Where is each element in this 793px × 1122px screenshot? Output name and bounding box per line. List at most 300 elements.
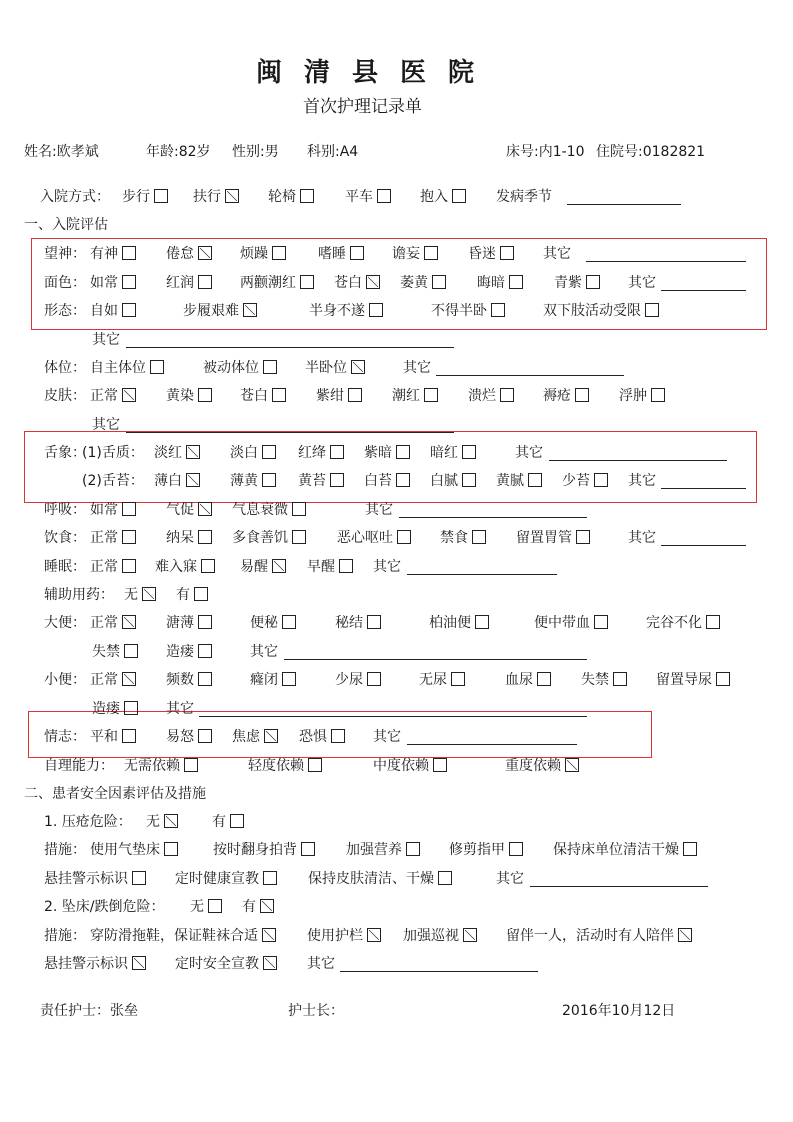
checkbox-option[interactable] <box>232 501 306 519</box>
field-label: 1. 压疮危险： <box>44 814 132 830</box>
checkbox-option[interactable] <box>298 472 344 490</box>
checkbox-icon[interactable] <box>452 189 466 203</box>
checkbox-option[interactable] <box>299 728 345 746</box>
option-label: 中度依赖 <box>373 758 429 774</box>
checkbox-option[interactable] <box>400 274 446 292</box>
checkbox-option[interactable] <box>166 671 212 689</box>
option-label: 红润 <box>166 275 194 291</box>
checkbox-option[interactable] <box>307 927 381 945</box>
checkbox-option[interactable] <box>124 586 156 604</box>
checkbox-option[interactable] <box>44 955 146 973</box>
option-label: 易怒 <box>166 729 194 745</box>
checkbox-option[interactable] <box>364 472 410 490</box>
checkbox-icon[interactable] <box>122 559 136 573</box>
fill-in-line[interactable] <box>126 418 454 433</box>
option-label: 重度依赖 <box>505 758 561 774</box>
checked-checkbox-icon[interactable] <box>463 928 477 942</box>
checkbox-icon[interactable] <box>122 502 136 516</box>
checkbox-option[interactable] <box>392 245 438 263</box>
checkbox-icon[interactable] <box>122 530 136 544</box>
option-label: 便秘 <box>250 615 278 631</box>
checkbox-icon[interactable] <box>716 672 730 686</box>
checked-checkbox-icon[interactable] <box>565 758 579 772</box>
checkbox-icon[interactable] <box>164 842 178 856</box>
checkbox-option[interactable] <box>429 614 489 632</box>
checkbox-option[interactable] <box>534 614 608 632</box>
checkbox-icon[interactable] <box>424 246 438 260</box>
checkbox-option[interactable] <box>516 529 590 547</box>
option-label: 气息衰微 <box>232 502 288 518</box>
checkbox-option[interactable] <box>90 558 136 576</box>
option-label: 血尿 <box>505 672 533 688</box>
checkbox-icon[interactable] <box>272 246 286 260</box>
checkbox-option[interactable] <box>345 188 391 206</box>
checkbox-icon[interactable] <box>201 559 215 573</box>
checkbox-option[interactable] <box>166 614 212 632</box>
checkbox-icon[interactable] <box>575 388 589 402</box>
checkbox-icon[interactable] <box>198 530 212 544</box>
checkbox-option[interactable] <box>213 841 315 859</box>
checkbox-option[interactable] <box>581 671 627 689</box>
checkbox-icon[interactable] <box>124 701 138 715</box>
checkbox-option[interactable] <box>430 472 476 490</box>
checkbox-option[interactable] <box>90 671 136 689</box>
checkbox-option[interactable] <box>166 387 212 405</box>
checkbox-option[interactable] <box>431 302 505 320</box>
checkbox-icon[interactable] <box>292 502 306 516</box>
checkbox-option[interactable] <box>90 387 136 405</box>
checkbox-icon[interactable] <box>594 473 608 487</box>
checked-checkbox-icon[interactable] <box>367 928 381 942</box>
checkbox-option[interactable] <box>268 188 314 206</box>
checkbox-option[interactable] <box>250 671 296 689</box>
checkbox-option[interactable] <box>242 898 274 916</box>
option-label: 正常 <box>90 388 118 404</box>
checkbox-icon[interactable] <box>272 388 286 402</box>
checkbox-option[interactable] <box>90 841 178 859</box>
checkbox-icon[interactable] <box>491 303 505 317</box>
field-label: (2)舌苔： <box>82 473 144 489</box>
checkbox-icon[interactable] <box>706 615 720 629</box>
checkbox-icon[interactable] <box>122 303 136 317</box>
checkbox-option[interactable] <box>308 870 452 888</box>
option-label: 柏油便 <box>429 615 471 631</box>
checked-checkbox-icon[interactable] <box>243 303 257 317</box>
checked-checkbox-icon[interactable] <box>260 899 274 913</box>
checkbox-icon[interactable] <box>198 388 212 402</box>
checkbox-icon[interactable] <box>377 189 391 203</box>
fill-in-line[interactable] <box>199 702 587 717</box>
checkbox-icon[interactable] <box>594 615 608 629</box>
checkbox-icon[interactable] <box>645 303 659 317</box>
option-label: 平和 <box>90 729 118 745</box>
checkbox-icon[interactable] <box>451 672 465 686</box>
option-label: 按时翻身拍背 <box>213 842 297 858</box>
checkbox-icon[interactable] <box>122 246 136 260</box>
checkbox-option[interactable] <box>420 188 466 206</box>
option-label: 正常 <box>90 559 118 575</box>
option-label: 造瘘 <box>166 644 194 660</box>
checkbox-option[interactable] <box>240 558 286 576</box>
checked-checkbox-icon[interactable] <box>351 360 365 374</box>
fill-in-line[interactable] <box>284 645 587 660</box>
checkbox-option[interactable] <box>619 387 665 405</box>
option-label: 禁食 <box>440 530 468 546</box>
option-label: 留置胃管 <box>516 530 572 546</box>
checkbox-icon[interactable] <box>300 189 314 203</box>
checkbox-option[interactable] <box>124 757 198 775</box>
fill-in-line[interactable] <box>126 333 454 348</box>
checkbox-option[interactable] <box>240 387 286 405</box>
checkbox-option[interactable] <box>392 387 438 405</box>
form-title: 首次护理记录单 <box>303 97 422 117</box>
option-label: 被动体位 <box>203 360 259 376</box>
checkbox-option[interactable] <box>505 757 579 775</box>
fill-in-line[interactable] <box>530 872 708 887</box>
option-label: 白苔 <box>364 473 392 489</box>
checkbox-icon[interactable] <box>330 445 344 459</box>
checkbox-icon[interactable] <box>613 672 627 686</box>
checkbox-option[interactable] <box>543 302 659 320</box>
field-label: 其它 <box>628 473 656 489</box>
option-label: 定时安全宣教 <box>175 956 259 972</box>
option-label: 烦躁 <box>240 246 268 262</box>
option-label: 青紫 <box>554 275 582 291</box>
checkbox-icon[interactable] <box>124 644 138 658</box>
checkbox-icon[interactable] <box>396 445 410 459</box>
checkbox-icon[interactable] <box>537 672 551 686</box>
checkbox-option[interactable] <box>90 274 136 292</box>
option-label: 留置导尿 <box>656 672 712 688</box>
option-label: 正常 <box>90 530 118 546</box>
option-label: 步行 <box>122 189 150 205</box>
checkbox-option[interactable] <box>335 614 381 632</box>
checkbox-option[interactable] <box>92 700 138 718</box>
option-label: 暗红 <box>430 445 458 461</box>
checkbox-icon[interactable] <box>198 275 212 289</box>
checkbox-option[interactable] <box>90 529 136 547</box>
option-label: 薄白 <box>154 473 182 489</box>
option-label: 轻度依赖 <box>248 758 304 774</box>
checkbox-option[interactable] <box>403 927 477 945</box>
checkbox-icon[interactable] <box>263 360 277 374</box>
checkbox-option[interactable] <box>449 841 523 859</box>
checkbox-icon[interactable] <box>282 615 296 629</box>
fill-in-line[interactable] <box>399 503 587 518</box>
fill-in-line[interactable] <box>340 957 538 972</box>
checked-checkbox-icon[interactable] <box>122 672 136 686</box>
option-label: 谵妄 <box>392 246 420 262</box>
checkbox-option[interactable] <box>334 274 380 292</box>
checkbox-icon[interactable] <box>396 473 410 487</box>
option-label: 使用护栏 <box>307 928 363 944</box>
checkbox-icon[interactable] <box>397 530 411 544</box>
checkbox-icon[interactable] <box>122 275 136 289</box>
option-label: 加强巡视 <box>403 928 459 944</box>
record-date: 2016年10月12日 <box>562 1003 676 1019</box>
checkbox-option[interactable] <box>166 274 212 292</box>
option-label: 苍白 <box>334 275 362 291</box>
option-label: 淡红 <box>154 445 182 461</box>
checkbox-icon[interactable] <box>424 388 438 402</box>
checked-checkbox-icon[interactable] <box>122 388 136 402</box>
checkbox-option[interactable] <box>155 558 215 576</box>
checkbox-option[interactable] <box>175 955 277 973</box>
option-label: 晦暗 <box>477 275 505 291</box>
checkbox-option[interactable] <box>230 472 276 490</box>
checkbox-icon[interactable] <box>132 871 146 885</box>
option-label: 轮椅 <box>268 189 296 205</box>
checkbox-icon[interactable] <box>683 842 697 856</box>
checkbox-icon[interactable] <box>438 871 452 885</box>
checkbox-option[interactable] <box>364 444 410 462</box>
checkbox-option[interactable] <box>166 529 212 547</box>
fill-in-line[interactable] <box>661 474 746 489</box>
checkbox-option[interactable] <box>554 274 600 292</box>
option-label: 正常 <box>90 672 118 688</box>
option-label: 保持床单位清洁干燥 <box>553 842 679 858</box>
checkbox-icon[interactable] <box>263 871 277 885</box>
patient-age: 年龄:82岁 <box>146 144 211 160</box>
checkbox-option[interactable] <box>166 245 212 263</box>
checkbox-icon[interactable] <box>198 672 212 686</box>
checked-checkbox-icon[interactable] <box>132 956 146 970</box>
checkbox-option[interactable] <box>90 728 136 746</box>
checkbox-option[interactable] <box>212 813 244 831</box>
checkbox-option[interactable] <box>175 870 277 888</box>
checkbox-option[interactable] <box>543 387 589 405</box>
checked-checkbox-icon[interactable] <box>262 928 276 942</box>
checkbox-icon[interactable] <box>500 388 514 402</box>
checkbox-icon[interactable] <box>184 758 198 772</box>
checkbox-option[interactable] <box>656 671 730 689</box>
fill-in-line[interactable] <box>586 247 746 262</box>
checked-checkbox-icon[interactable] <box>678 928 692 942</box>
checkbox-icon[interactable] <box>462 473 476 487</box>
checkbox-option[interactable] <box>90 927 276 945</box>
checkbox-option[interactable] <box>166 643 212 661</box>
option-label: 无需依赖 <box>124 758 180 774</box>
checkbox-option[interactable] <box>154 472 200 490</box>
checked-checkbox-icon[interactable] <box>122 615 136 629</box>
checkbox-option[interactable] <box>232 728 278 746</box>
checkbox-icon[interactable] <box>509 842 523 856</box>
checked-checkbox-icon[interactable] <box>366 275 380 289</box>
checkbox-icon[interactable] <box>282 672 296 686</box>
checked-checkbox-icon[interactable] <box>264 729 278 743</box>
checkbox-option[interactable] <box>146 813 178 831</box>
checkbox-option[interactable] <box>250 614 296 632</box>
checkbox-option[interactable] <box>166 501 212 519</box>
checkbox-option[interactable] <box>468 387 514 405</box>
checkbox-icon[interactable] <box>339 559 353 573</box>
checkbox-option[interactable] <box>183 302 257 320</box>
checkbox-option[interactable] <box>477 274 523 292</box>
fill-in-line[interactable] <box>407 730 577 745</box>
checkbox-icon[interactable] <box>406 842 420 856</box>
checkbox-option[interactable] <box>496 472 542 490</box>
checkbox-option[interactable] <box>305 359 365 377</box>
checked-checkbox-icon[interactable] <box>164 814 178 828</box>
option-label: 褥疮 <box>543 388 571 404</box>
checked-checkbox-icon[interactable] <box>198 502 212 516</box>
checkbox-option[interactable] <box>90 359 164 377</box>
option-label: 少尿 <box>335 672 363 688</box>
checkbox-icon[interactable] <box>528 473 542 487</box>
option-label: 多食善饥 <box>232 530 288 546</box>
option-label: 薄黄 <box>230 473 258 489</box>
checkbox-icon[interactable] <box>154 189 168 203</box>
checkbox-icon[interactable] <box>432 275 446 289</box>
option-label: 半身不遂 <box>309 303 365 319</box>
field-label: 形态： <box>44 303 86 319</box>
checkbox-option[interactable] <box>44 870 146 888</box>
checkbox-option[interactable] <box>468 245 514 263</box>
fill-in-line[interactable] <box>407 560 557 575</box>
checkbox-icon[interactable] <box>350 246 364 260</box>
checkbox-option[interactable] <box>646 614 720 632</box>
checkbox-icon[interactable] <box>230 814 244 828</box>
option-label: 正常 <box>90 615 118 631</box>
checkbox-icon[interactable] <box>651 388 665 402</box>
checked-checkbox-icon[interactable] <box>186 445 200 459</box>
field-label: 睡眠： <box>44 559 86 575</box>
option-label: 萎黄 <box>400 275 428 291</box>
checked-checkbox-icon[interactable] <box>263 956 277 970</box>
field-label: 其它 <box>373 729 401 745</box>
checkbox-option[interactable] <box>346 841 420 859</box>
checkbox-icon[interactable] <box>348 388 362 402</box>
checkbox-option[interactable] <box>90 614 136 632</box>
field-label: 其它 <box>250 644 278 660</box>
checkbox-icon[interactable] <box>300 275 314 289</box>
checkbox-icon[interactable] <box>308 758 322 772</box>
checkbox-option[interactable] <box>318 245 364 263</box>
checkbox-option[interactable] <box>203 359 277 377</box>
checkbox-option[interactable] <box>90 302 136 320</box>
option-label: 完谷不化 <box>646 615 702 631</box>
checkbox-icon[interactable] <box>509 275 523 289</box>
checkbox-icon[interactable] <box>576 530 590 544</box>
checkbox-icon[interactable] <box>198 644 212 658</box>
checkbox-option[interactable] <box>193 188 239 206</box>
head-nurse: 护士长： <box>288 1003 344 1019</box>
option-label: 如常 <box>90 275 118 291</box>
checkbox-icon[interactable] <box>198 615 212 629</box>
field-label: 舌象： <box>44 445 86 461</box>
checkbox-option[interactable] <box>335 671 381 689</box>
checkbox-option[interactable] <box>562 472 608 490</box>
checkbox-option[interactable] <box>90 501 136 519</box>
checkbox-option[interactable] <box>92 643 138 661</box>
option-label: 穿防滑拖鞋，保证鞋袜合适 <box>90 928 258 944</box>
checkbox-icon[interactable] <box>462 445 476 459</box>
field-label: 其它 <box>496 871 524 887</box>
option-label: 造瘘 <box>92 701 120 717</box>
checkbox-option[interactable] <box>506 927 692 945</box>
checked-checkbox-icon[interactable] <box>198 246 212 260</box>
checkbox-option[interactable] <box>248 757 322 775</box>
option-label: 有神 <box>90 246 118 262</box>
checkbox-option[interactable] <box>307 558 353 576</box>
fill-in-line[interactable] <box>549 446 727 461</box>
checkbox-option[interactable] <box>240 245 286 263</box>
field-label: (1)舌质： <box>82 445 144 461</box>
checkbox-icon[interactable] <box>330 473 344 487</box>
checkbox-icon[interactable] <box>292 530 306 544</box>
fill-in-line[interactable] <box>661 276 746 291</box>
checked-checkbox-icon[interactable] <box>225 189 239 203</box>
checkbox-icon[interactable] <box>367 672 381 686</box>
field-label: 体位： <box>44 360 86 376</box>
checkbox-option[interactable] <box>440 529 486 547</box>
field-label: 饮食： <box>44 530 86 546</box>
checkbox-option[interactable] <box>505 671 551 689</box>
checkbox-option[interactable] <box>553 841 697 859</box>
checkbox-option[interactable] <box>309 302 383 320</box>
checkbox-icon[interactable] <box>475 615 489 629</box>
fill-in-line[interactable] <box>567 190 681 205</box>
checkbox-option[interactable] <box>154 444 200 462</box>
option-label: 无 <box>124 587 138 603</box>
checkbox-icon[interactable] <box>331 729 345 743</box>
checkbox-icon[interactable] <box>198 729 212 743</box>
checkbox-option[interactable] <box>430 444 476 462</box>
checkbox-option[interactable] <box>373 757 447 775</box>
fill-in-line[interactable] <box>661 531 746 546</box>
checkbox-option[interactable] <box>240 274 314 292</box>
checkbox-option[interactable] <box>337 529 411 547</box>
checkbox-option[interactable] <box>232 529 306 547</box>
checkbox-icon[interactable] <box>433 758 447 772</box>
checkbox-option[interactable] <box>190 898 222 916</box>
checked-checkbox-icon[interactable] <box>272 559 286 573</box>
checkbox-option[interactable] <box>419 671 465 689</box>
checkbox-icon[interactable] <box>367 615 381 629</box>
checkbox-icon[interactable] <box>122 729 136 743</box>
fill-in-line[interactable] <box>436 361 624 376</box>
checkbox-option[interactable] <box>230 444 276 462</box>
option-label: 早醒 <box>307 559 335 575</box>
checkbox-icon[interactable] <box>262 445 276 459</box>
field-label: 其它 <box>166 701 194 717</box>
checked-checkbox-icon[interactable] <box>142 587 156 601</box>
option-label: 溏薄 <box>166 615 194 631</box>
checkbox-icon[interactable] <box>150 360 164 374</box>
checkbox-icon[interactable] <box>301 842 315 856</box>
highlight-box-tongue <box>24 431 757 503</box>
option-label: 半卧位 <box>305 360 347 376</box>
checkbox-option[interactable] <box>122 188 168 206</box>
checkbox-icon[interactable] <box>262 473 276 487</box>
checkbox-option[interactable] <box>298 444 344 462</box>
checkbox-icon[interactable] <box>500 246 514 260</box>
option-label: 癃闭 <box>250 672 278 688</box>
checkbox-icon[interactable] <box>586 275 600 289</box>
option-label: 黄苔 <box>298 473 326 489</box>
checkbox-icon[interactable] <box>369 303 383 317</box>
checkbox-option[interactable] <box>166 728 212 746</box>
checkbox-option[interactable] <box>316 387 362 405</box>
checkbox-icon[interactable] <box>194 587 208 601</box>
checkbox-option[interactable] <box>90 245 136 263</box>
field-label: 面色： <box>44 275 86 291</box>
checkbox-option[interactable] <box>176 586 208 604</box>
checkbox-icon[interactable] <box>472 530 486 544</box>
option-label: 无 <box>146 814 160 830</box>
checkbox-icon[interactable] <box>208 899 222 913</box>
checked-checkbox-icon[interactable] <box>186 473 200 487</box>
